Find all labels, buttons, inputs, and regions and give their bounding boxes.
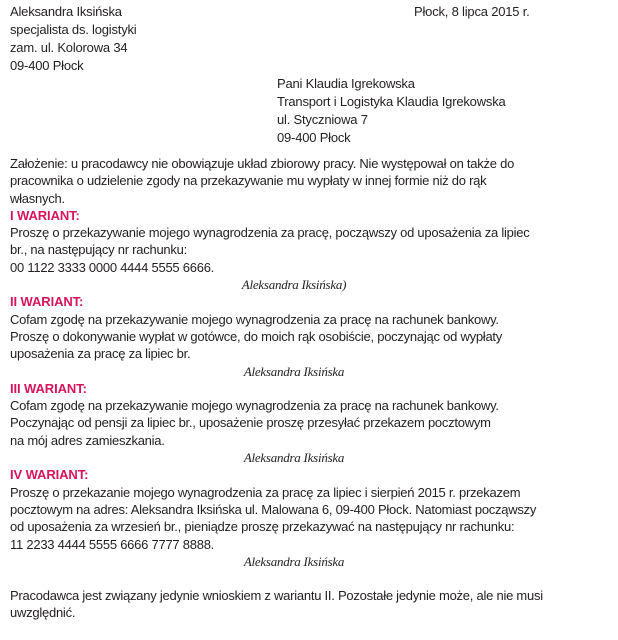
variant-line: 00 1122 3333 0000 4444 5555 6666. [10,259,215,275]
variant-2 [10,293,614,379]
recipient-block [277,75,506,147]
variant-signature: Aleksandra Iksińska) [241,277,347,293]
recipient-city: 09-400 Płock [277,130,351,145]
variant-line: uposażenia za pracę za lipiec br. [10,346,191,362]
assumption-line: Założenie: u pracodawcy nie obowiązuje układ zbiorowy pracy. Nie występował on także do [10,156,515,171]
variant-heading: IV WARIANT: [10,467,89,483]
sender-block [10,3,137,75]
variant-line: Proszę o przekazanie mojego wynagrodzenia za pracę za lipiec i sierpień 2015 r. przekazem [10,484,521,500]
recipient-address: ul. Styczniowa 7 [277,112,368,127]
sender-city: 09-400 Płock [10,58,84,73]
assumption-paragraph [10,155,614,207]
variant-line: Proszę o przekazywanie mojego wynagrodzenia za pracę, począwszy od uposażenia za lipiec [10,225,530,241]
closing-line: Pracodawca jest związany jedynie wnioskiem z wariantu II. Pozostałe jedynie może, ale nie musi [10,588,543,604]
assumption-line: pracownika o udzielenie zgody na przekazywanie mu wypłaty w innej formie niż do rąk [10,173,487,189]
sender-position: specjalista ds. logistyki [10,22,137,37]
recipient-name: Pani Klaudia Igrekowska [277,76,415,91]
variant-line: Cofam zgodę na przekazywanie mojego wynagrodzenia za pracę na rachunek bankowy. [10,311,499,327]
sender-name: Aleksandra Iksińska [10,4,122,19]
variant-3 [10,380,614,466]
variant-signature: Aleksandra Iksińska [243,553,345,569]
variant-line: na mój adres zamieszkania. [10,432,165,448]
closing-paragraph [10,587,614,622]
variant-line: pocztowym na adres: Aleksandra Iksińska ul. Malowana 6, 09-400 Płock. Natomiast począwszy [10,501,537,517]
variant-line: Proszę o dokonywanie wypłat w gotówce, do moich rąk osobiście, poczynając od wypłaty [10,328,503,344]
variant-heading: II WARIANT: [10,294,84,310]
recipient-company: Transport i Logistyka Klaudia Igrekowska [277,94,506,109]
letter-body [10,155,614,622]
variant-1 [10,207,614,293]
letter-date: Płock, 8 lipca 2015 r. [414,4,530,19]
assumption-line: własnych. [10,190,65,206]
variant-heading: III WARIANT: [10,380,87,396]
closing-line: uwzględnić. [10,605,76,621]
sender-address: zam. ul. Kolorowa 34 [10,40,128,55]
variant-signature: Aleksandra Iksińska [243,450,345,466]
variant-line: od uposażenia za wrzesień br., pieniądze proszę przekazywać na następujący nr rachunku: [10,519,515,535]
variant-line: Poczynając od pensji za lipiec br., uposażenie proszę przesyłać przekazem pocztowym [10,415,491,431]
variant-line: 11 2233 4444 5555 6666 7777 8888. [10,536,215,552]
variant-line: Cofam zgodę na przekazywanie mojego wynagrodzenia za pracę na rachunek bankowy. [10,398,499,414]
variant-line: br., na następujący nr rachunku: [10,242,188,258]
variant-heading: I WARIANT: [10,207,80,223]
variant-signature: Aleksandra Iksińska [243,363,345,379]
variant-4 [10,466,614,570]
